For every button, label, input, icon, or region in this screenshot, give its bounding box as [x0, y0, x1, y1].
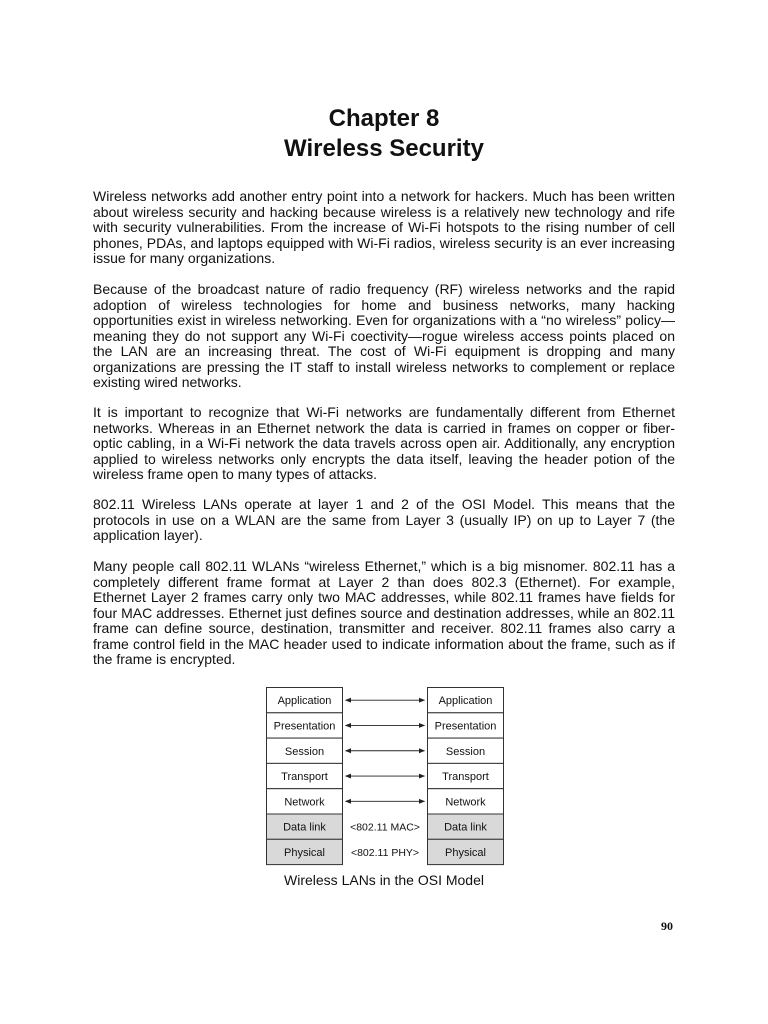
left-layer-label: Presentation	[273, 720, 336, 733]
right-layer-label: Network	[445, 796, 486, 809]
left-layer-label: Network	[284, 796, 325, 809]
paragraph: Many people call 802.11 WLANs “wireless Ethernet,” which is a big misnomer. 802.11 has a completely different frame format at Layer 2 than does 802.3 (Ethernet). For example, Ethernet Layer 2 frames carry only two MAC addresses, while 802.11 frames have fields for four MAC addresses. Ethernet just defines source and destination addresses, while an 802.11 frame can define source, destination, transmitter and receiver. 802.11 frames also carry a frame control field in the MAC header used to indicate information about the frame, such as if the frame is encrypted.	[93, 558, 675, 667]
paragraph: It is important to recognize that Wi-Fi networks are fundamentally different from Ethernet networks. Whereas in an Ethernet network the data is carried in frames on copper or fiber-optic cabling, in a Wi-Fi network the data travels across open air. Additionally, any encryption applied to wireless networks only encrypts the data itself, leaving the header potion of the wireless frame open to many types of attacks.	[93, 404, 675, 482]
chapter-title: Wireless Security	[284, 135, 484, 162]
link-label: <802.11 MAC>	[350, 821, 420, 834]
left-layer-label: Transport	[281, 771, 328, 784]
right-layer-label: Application	[438, 695, 493, 708]
paragraph: 802.11 Wireless LANs operate at layer 1 and 2 of the OSI Model. This means that the protocols in use on a WLAN are the same from Layer 3 (usually IP) on up to Layer 7 (the application layer).	[93, 496, 675, 543]
left-layer-label: Session	[284, 745, 325, 758]
page-number: 90	[661, 919, 673, 933]
paragraph: Because of the broadcast nature of radio frequency (RF) wireless networks and the rapid adoption of wireless technologies for home and business networks, many hacking opportunities exist in wireless networking. Even for organizations with a “no wireless” policy—meaning they do not support any Wi-Fi coectivity—rogue wireless access points placed on the LAN are an increasing threat. The cost of Wi-Fi equipment is dropping and many organizations are pressing the IT staff to install wireless networks to complement or replace existing wired networks.	[93, 281, 675, 390]
right-layer-label: Session	[445, 745, 486, 758]
right-layer-label: Physical	[445, 846, 486, 859]
chapter-heading	[0, 104, 768, 164]
right-layer-label: Transport	[442, 771, 489, 784]
link-label: <802.11 PHY>	[350, 846, 420, 859]
left-layer-label: Application	[277, 695, 332, 708]
right-layer-label: Data link	[444, 821, 487, 834]
left-layer-label: Physical	[284, 846, 325, 859]
chapter-number: Chapter 8	[328, 105, 440, 132]
right-layer-label: Presentation	[434, 720, 497, 733]
left-layer-label: Data link	[283, 821, 326, 834]
diagram-caption: Wireless LANs in the OSI Model	[284, 872, 484, 888]
osi-model-diagram	[266, 687, 506, 867]
paragraph: Wireless networks add another entry point into a network for hackers. Much has been written about wireless security and hacking because wireless is a relatively new technology and rife with security vulnerabilities. From the increase of Wi-Fi hotspots to the rising number of cell phones, PDAs, and laptops equipped with Wi-Fi radios, wireless security is an ever increasing issue for many organizations.	[93, 188, 675, 266]
